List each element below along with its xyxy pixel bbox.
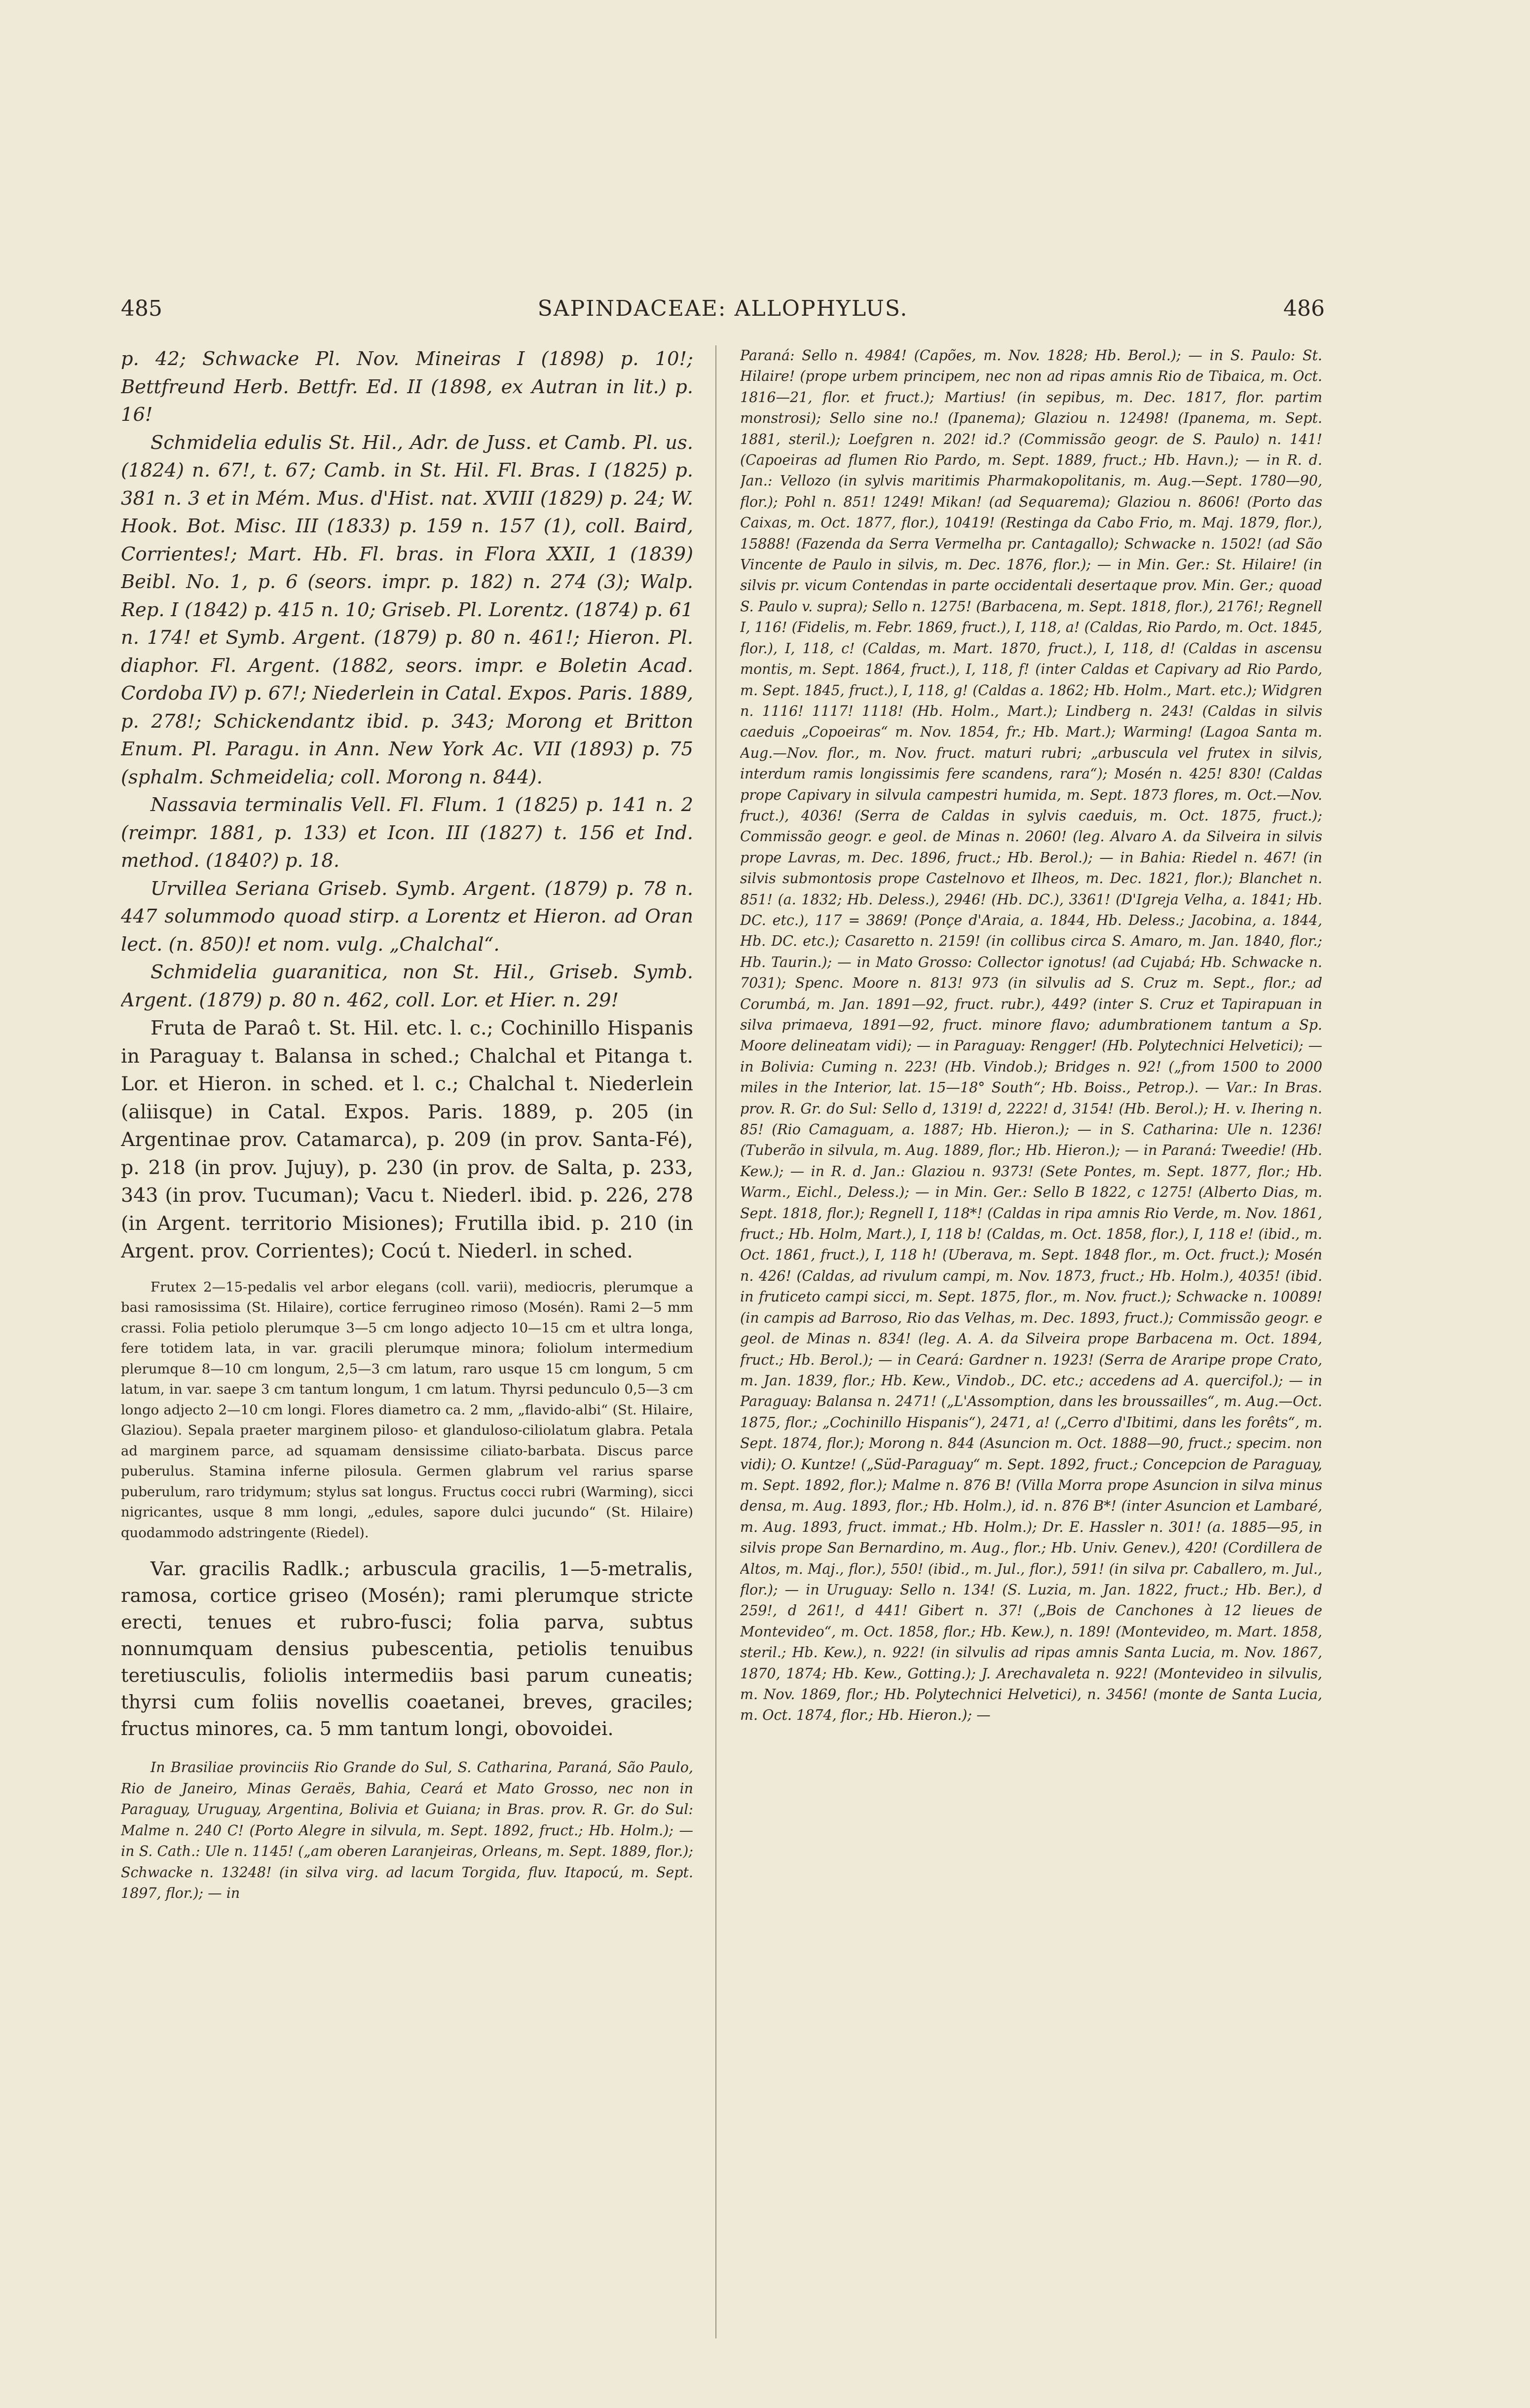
left-column xyxy=(121,345,693,2378)
vernacular-names: Fruta de Paraô t. St. Hil. etc. l. c.; Cochinillo Hispanis in Paraguay t. Balansa in sched.; Chalchal et Pitanga t. Lor. et Hieron. in sched. et l. c.; Chalchal t. Niederlein (aliisque) in Catal. Expos. Paris. 1889, p. 205 (in Argentinae prov. Catamarca), p. 209 (in prov. Santa-Fé), p. 218 (in prov. Jujuy), p. 230 (in prov. de Salta, p. 233, 343 (in prov. Tucuman); Vacu t. Niederl. ibid. p. 226, 278 (in Argent. territorio Misiones); Frutilla ibid. p. 210 (in Argent. prov. Corrientes); Cocú t. Niederl. in sched. xyxy=(121,1017,693,1262)
page-number-left: 485 xyxy=(121,296,162,321)
synonymy-paragraph: Schmidelia guaranitica, non St. Hil., Griseb. Symb. Argent. (1879) p. 80 n. 462, coll. Lor. et Hier. n. 29! xyxy=(121,961,693,1011)
specimen-list: Paraná: Sello n. 4984! (Capões, m. Nov. 1828; Hb. Berol.); — in S. Paulo: St. Hilaire! (prope urbem principem, nec non ad ripas amnis Rio de Tibaica, m. Oct. 1816—21, flor. et fruct.); Martius! (in sepibus, m. Dec. 1817, flor. partim monstrosi); Sello sine no.! (Ipanema); Glaziou n. 12498! (Ipanema, m. Sept. 1881, steril.); Loefgren n. 202! id.? (Commissão geogr. de S. Paulo) n. 141! (Capoeiras ad flumen Rio Pardo, m. Sept. 1889, fruct.; Hb. Havn.); — in R. d. Jan.: Vellozo (in sylvis maritimis Pharmakopolitanis, m. Aug.—Sept. 1780—90, flor.); Pohl n. 851! 1249! Mikan! (ad Sequarema); Glaziou n. 8606! (Porto das Caixas, m. Oct. 1877, flor.), 10419! (Restinga da Cabo Frio, m. Maj. 1879, flor.), 15888! (Fazenda da Serra Vermelha pr. Cantagallo); Schwacke n. 1502! (ad São Vincente de Paulo in silvis, m. Dec. 1876, flor.); — in Min. Ger.: St. Hilaire! (in silvis pr. vicum Contendas in parte occidentali desertaque prov. Min. Ger.; quoad S. Paulo v. supra); Sello n. 1275! (Barbacena, m. Sept. 1818, flor.), 2176!; Regnell I, 116! (Fidelis, m. Febr. 1869, fruct.), I, 118, a! (Caldas, Rio Pardo, m. Oct. 1845, flor.), I, 118, c! (Caldas, m. Mart. 1870, fruct.), I, 118, d! (Caldas in ascensu montis, m. Sept. 1864, fruct.), I, 118, f! (inter Caldas et Capivary ad Rio Pardo, m. Sept. 1845, fruct.), I, 118, g! (Caldas a. 1862; Hb. Holm., Mart. etc.); Widgren n. 1116! 1117! 1118! (Hb. Holm., Mart.); Lindberg n. 243! (Caldas in silvis caeduis „Copoeiras“ m. Nov. 1854, fr.; Hb. Mart.); Warming! (Lagoa Santa m. Aug.—Nov. flor., m. Nov. fruct. maturi rubri; „arbuscula vel frutex in silvis, interdum ramis longissimis fere scandens, rara“); Mosén n. 425! 830! (Caldas prope Capivary in silvula campestri humida, m. Sept. 1873 flores, m. Oct.—Nov. fruct.), 4036! (Serra de Caldas in sylvis caeduis, m. Oct. 1875, fruct.); Commissão geogr. e geol. de Minas n. 2060! (leg. Alvaro A. da Silveira in silvis prope Lavras, m. Dec. 1896, fruct.; Hb. Berol.); — in Bahia: Riedel n. 467! (in silvis submontosis prope Castelnovo et Ilheos, m. Dec. 1821, flor.); Blanchet n. 851! (a. 1832; Hb. Deless.), 2946! (Hb. DC.), 3361! (D'Igreja Velha, a. 1841; Hb. DC. etc.), 117 = 3869! (Ponçe d'Araia, a. 1844, Hb. Deless.; Jacobina, a. 1844, Hb. DC. etc.); Casaretto n. 2159! (in collibus circa S. Amaro, m. Jan. 1840, flor.; Hb. Taurin.); — in Mato Grosso: Collector ignotus! (ad Cujabá; Hb. Schwacke n. 7031); Spenc. Moore n. 813! 973 (in silvulis ad S. Cruz m. Sept., flor.; ad Corumbá, m. Jan. 1891—92, fruct. rubr.), 449? (inter S. Cruz et Tapirapuan in silva primaeva, 1891—92, fruct. minore flavo; adumbrationem tantum a Sp. Moore delineatam vidi); — in Paraguay: Rengger! (Hb. Polytechnici Helvetici); — in Bolivia: Cuming n. 223! (Hb. Vindob.); Bridges n. 92! („from 1500 to 2000 miles in the Interior, lat. 15—18° South“; Hb. Boiss., Petrop.). — Var.: In Bras. prov. R. Gr. do Sul: Sello d, 1319! d, 2222! d, 3154! (Hb. Berol.); H. v. Ihering n. 85! (Rio Camaguam, a. 1887; Hb. Hieron.); — in S. Catharina: Ule n. 1236! (Tuberão in silvula, m. Aug. 1889, flor.; Hb. Hieron.); — in Paraná: Tweedie! (Hb. Kew.); — in R. d. Jan.: Glaziou n. 9373! (Sete Pontes, m. Sept. 1877, flor.; Hb. Warm., Eichl., Deless.); — in Min. Ger.: Sello B 1822, c 1275! (Alberto Dias, m. Sept. 1818, flor.); Regnell I, 118*! (Caldas in ripa amnis Rio Verde, m. Nov. 1861, fruct.; Hb. Holm, Mart.), I, 118 b! (Caldas, m. Oct. 1858, flor.), I, 118 e! (ibid., m. Oct. 1861, fruct.), I, 118 h! (Uberava, m. Sept. 1848 flor., m. Oct. fruct.); Mosén n. 426! (Caldas, ad rivulum campi, m. Nov. 1873, fruct.; Hb. Holm.), 4035! (ibid. in fruticeto campi sicci, m. Sept. 1875, flor., m. Nov. fruct.); Schwacke n. 10089! (in campis ad Barroso, Rio das Velhas, m. Dec. 1893, fruct.); Commissão geogr. e geol. de Minas n. 834! (leg. A. A. da Silveira prope Barbacena m. Oct. 1894, fruct.; Hb. Berol.); — in Ceará: Gardner n. 1923! (Serra de Araripe prope Crato, m. Jan. 1839, flor.; Hb. Kew., Vindob., DC. etc.; accedens ad A. quercifol.); — in Paraguay: Balansa n. 2471! („L'Assomption, dans les broussailles“, m. Aug.—Oct. 1875, flor.; „Cochinillo Hispanis“), 2471, a! („Cerro d'Ibitimi, dans les forêts“, m. Sept. 1874, flor.); Morong n. 844 (Asuncion m. Oct. 1888—90, fruct.; specim. non vidi); O. Kuntze! („Süd-Paraguay“ m. Sept. 1892, fruct.; Concepcion de Paraguay, m. Sept. 1892, flor.); Malme n. 876 B! (Villa Morra prope Asuncion in silva minus densa, m. Aug. 1893, flor.; Hb. Holm.), id. n. 876 B*! (inter Asuncion et Lambaré, m. Aug. 1893, fruct. immat.; Hb. Holm.); Dr. E. Hassler n. 301! (a. 1885—95, in silvis prope San Bernardino, m. Aug., flor.; Hb. Univ. Genev.), 420! (Cordillera de Altos, m. Maj., flor.), 550! (ibid., m. Jul., flor.), 591! (in silva pr. Caballero, m. Jul., flor.); — in Uruguay: Sello n. 134! (S. Luzia, m. Jan. 1822, fruct.; Hb. Ber.), d 259!, d 261!, d 441! Gibert n. 37! („Bois de Canchones à 12 lieues de Montevideo“, m. Oct. 1858, flor.; Hb. Kew.), n. 189! (Montevideo, m. Mart. 1858, steril.; Hb. Kew.), n. 922! (in silvulis ad ripas amnis Santa Lucia, m. Nov. 1867, 1870, 1874; Hb. Kew., Gotting.); J. Arechavaleta n. 922! (Montevideo in silvulis, m. Nov. 1869, flor.; Hb. Polytechnici Helvetici), n. 3456! (monte de Santa Lucia, m. Oct. 1874, flor.; Hb. Hieron.); — xyxy=(740,347,1322,1724)
synonymy-paragraph: p. 42; Schwacke Pl. Nov. Mineiras I (1898) p. 10!; Bettfreund Herb. Bettfr. Ed. II (1898, ex Autran in lit.) p. 16! xyxy=(121,348,693,426)
synonymy-paragraph: Schmidelia edulis St. Hil., Adr. de Juss. et Camb. Pl. us. (1824) n. 67!, t. 67; Camb. in St. Hil. Fl. Bras. I (1825) p. 381 n. 3 et in Mém. Mus. d'Hist. nat. XVIII (1829) p. 24; W. Hook. Bot. Misc. III (1833) p. 159 n. 157 (1), coll. Baird, Corrientes!; Mart. Hb. Fl. bras. in Flora XXII, 1 (1839) Beibl. No. 1, p. 6 (seors. impr. p. 182) n. 274 (3); Walp. Rep. I (1842) p. 415 n. 10; Griseb. Pl. Lorentz. (1874) p. 61 n. 174! et Symb. Argent. (1879) p. 80 n. 461!; Hieron. Pl. diaphor. Fl. Argent. (1882, seors. impr. e Boletin Acad. Cordoba IV) p. 67!; Niederlein in Catal. Expos. Paris. 1889, p. 278!; Schickendantz ibid. p. 343; Morong et Britton Enum. Pl. Paragu. in Ann. New York Ac. VII (1893) p. 75 (sphalm. Schmeidelia; coll. Morong n. 844). xyxy=(121,431,693,788)
species-description: Frutex 2—15-pedalis vel arbor elegans (coll. varii), mediocris, plerumque a basi ramosissima (St. Hilaire), cortice ferrugineo rimoso (Mosén). Rami 2—5 mm crassi. Folia petiolo plerumque 3—5 cm longo adjecto 10—15 cm et ultra longa, fere totidem lata, in var. gracili plerumque minora; foliolum intermedium plerumque 8—10 cm longum, 2,5—3 cm latum, raro usque 15 cm longum, 5 cm latum, in var. saepe 3 cm tantum longum, 1 cm latum. Thyrsi pedunculo 0,5—3 cm longo adjecto 2—10 cm longi. Flores diametro ca. 2 mm, „flavido-albi“ (St. Hilaire, Glaziou). Sepala praeter marginem piloso- et glanduloso-ciliolatum glabra. Petala ad marginem parce, ad squamam densissime ciliato-barbata. Discus parce puberulus. Stamina inferne pilosula. Germen glabrum vel rarius sparse puberulum, raro tridymum; stylus sat longus. Fructus cocci rubri (Warming), sicci nigricantes, usque 8 mm longi, „edules, sapore dulci jucundo“ (St. Hilaire) quodammodo adstringente (Riedel). xyxy=(121,1279,693,1541)
distribution-text: In Brasiliae provinciis Rio Grande do Sul, S. Catharina, Paraná, São Paulo, Rio de Janeiro, Minas Geraës, Bahia, Ceará et Mato Grosso, nec non in Paraguay, Uruguay, Argentina, Bolivia et Guiana; in Bras. prov. R. Gr. do Sul: Malme n. 240 C! (Porto Alegre in silvula, m. Sept. 1892, fruct.; Hb. Holm.); — in S. Cath.: Ule n. 1145! („am oberen Laranjeiras, Orleans, m. Sept. 1889, flor.); Schwacke n. 13248! (in silva virg. ad lacum Torgida, fluv. Itapocú, m. Sept. 1897, flor.); — in xyxy=(121,1759,693,1901)
page-number-right: 486 xyxy=(1283,296,1325,321)
variety-description: Var. gracilis Radlk.; arbuscula gracilis, 1—5-metralis, ramosa, cortice griseo (Mosén); rami plerumque stricte erecti, tenues et rubro-fusci; folia parva, subtus nonnumquam densius pubescentia, petiolis tenuibus teretiusculis, foliolis intermediis basi parum cuneatis; thyrsi cum foliis novellis coaetanei, breves, graciles; fructus minores, ca. 5 mm tantum longi, obovoidei. xyxy=(121,1558,693,1740)
synonymy-paragraph: Nassavia terminalis Vell. Fl. Flum. 1 (1825) p. 141 n. 2 (reimpr. 1881, p. 133) et Icon. III (1827) t. 156 et Ind. method. (1840?) p. 18. xyxy=(121,794,693,872)
synonymy-paragraph: Urvillea Seriana Griseb. Symb. Argent. (1879) p. 78 n. 447 solummodo quoad stirp. a Lorentz et Hieron. ad Oran lect. (n. 850)! et nom. vulg. „Chalchal“. xyxy=(121,877,693,956)
running-title: SAPINDACEAE: ALLOPHYLUS. xyxy=(537,296,908,321)
column-divider xyxy=(715,345,716,2338)
running-header xyxy=(121,296,1325,326)
right-column xyxy=(740,345,1322,2378)
